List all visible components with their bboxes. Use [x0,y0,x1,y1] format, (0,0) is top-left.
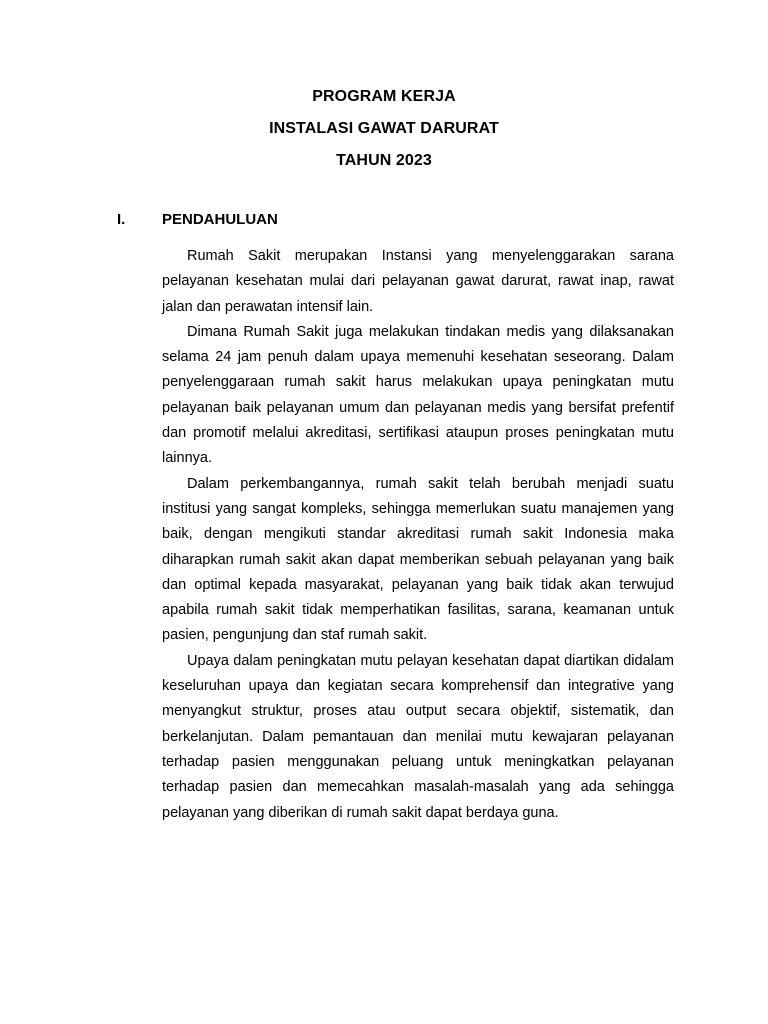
section-title: PENDAHULUAN [162,211,278,228]
title-line-tahun: TAHUN 2023 [336,152,432,169]
section-body [162,244,674,826]
paragraph-4: Upaya dalam peningkatan mutu pelayan kesehatan dapat diartikan didalam keseluruhan upaya dan kegiatan secara komprehensif dan integrative yang menyangkut struktur, proses atau output secara objektif, sistematik, dan berkelanjutan. Dalam pemantauan dan menilai mutu kewajaran pelayanan terhadap pasien menggunakan peluang untuk meningkatkan pelayanan terhadap pasien dan memecahkan masalah-masalah yang ada sehingga pelayanan yang diberikan di rumah sakit dapat berdaya guna. [162,652,674,821]
section-number: I. [117,211,126,228]
document-title [0,86,768,182]
title-line-program-kerja: PROGRAM KERJA [312,88,456,105]
title-line-instalasi: INSTALASI GAWAT DARURAT [269,120,499,137]
paragraph-1: Rumah Sakit merupakan Instansi yang menyelenggarakan sarana pelayanan kesehatan mulai dari pelayanan gawat darurat, rawat inap, rawat jalan dan perawatan intensif lain. [162,248,674,315]
section-heading [0,210,768,230]
paragraph-2: Dimana Rumah Sakit juga melakukan tindakan medis yang dilaksanakan selama 24 jam penuh dalam upaya memenuhi kesehatan seseorang. Dalam penyelenggaraan rumah sakit harus melakukan upaya peningkatan mutu pelayanan baik pelayanan umum dan pelayanan medis yang bersifat prefentif dan promotif melalui akreditasi, sertifikasi ataupun proses peningkatan mutu lainnya. [162,323,674,467]
paragraph-3: Dalam perkembangannya, rumah sakit telah berubah menjadi suatu institusi yang sangat kompleks, sehingga memerlukan suatu manajemen yang baik, dengan mengikuti standar akreditasi rumah sakit Indonesia maka diharapkan rumah sakit akan dapat memberikan sebuah pelayanan yang baik dan optimal kepada masyarakat, pelayanan yang baik tidak akan terwujud apabila rumah sakit tidak memperhatikan fasilitas, sarana, keamanan untuk pasien, pengunjung dan staf rumah sakit. [162,475,674,644]
